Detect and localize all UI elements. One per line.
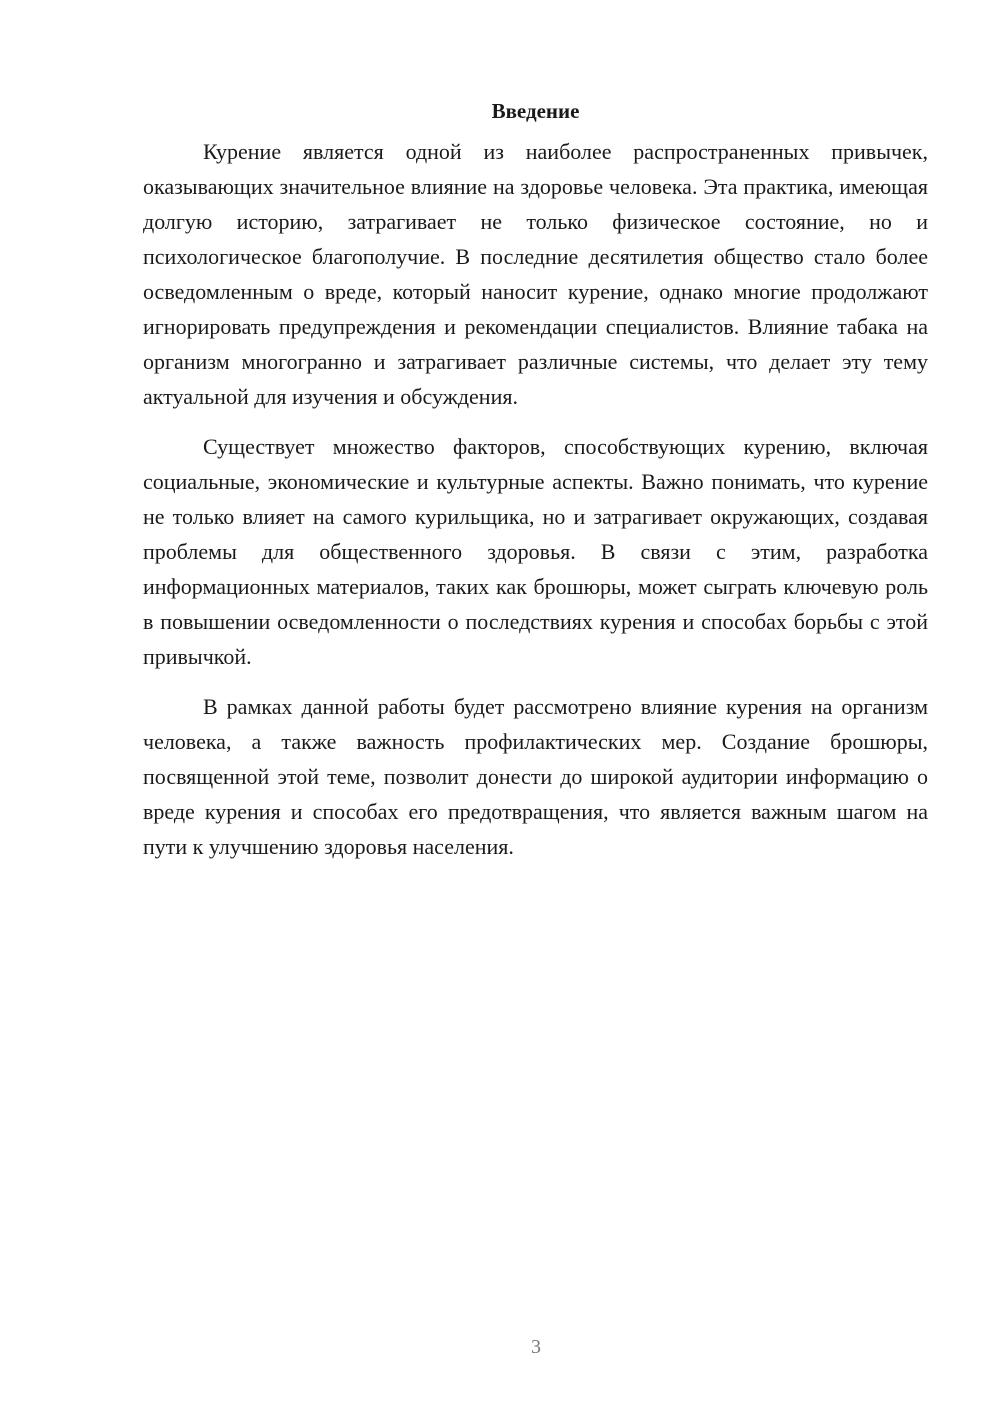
paragraph-1: Курение является одной из наиболее распространенных привычек, оказывающих значительное влияние на здоровье человека. Эта практика, имеющая долгую историю, затрагивает не только физическое состояние, но и психологическое благополучие. В последние десятилетия общество стало более осведомленным о вреде, который наносит курение, однако многие продолжают игнорировать предупреждения и рекомендации специалистов. Влияние табака на организм многогранно и затрагивает различные системы, что делает эту тему актуальной для изучения и обсуждения. (143, 139, 928, 409)
section-title: Введение (491, 99, 580, 123)
paragraph-2: Существует множество факторов, способствующих курению, включая социальные, экономические и культурные аспекты. Важно понимать, что курение не только влияет на самого курильщика, но и затрагивает окружающих, создавая проблемы для общественного здоровья. В связи с этим, разработка информационных материалов, таких как брошюры, может сыграть ключевую роль в повышении осведомленности о последствиях курения и способах борьбы с этой привычкой. (143, 434, 928, 669)
paragraph-3: В рамках данной работы будет рассмотрено влияние курения на организм человека, а также важность профилактических мер. Создание брошюры, посвященной этой теме, позволит донести до широкой аудитории информацию о вреде курения и способах его предотвращения, что является важным шагом на пути к улучшению здоровья населения. (143, 694, 928, 859)
page-number: 3 (531, 1336, 541, 1358)
page-content (143, 92, 928, 879)
